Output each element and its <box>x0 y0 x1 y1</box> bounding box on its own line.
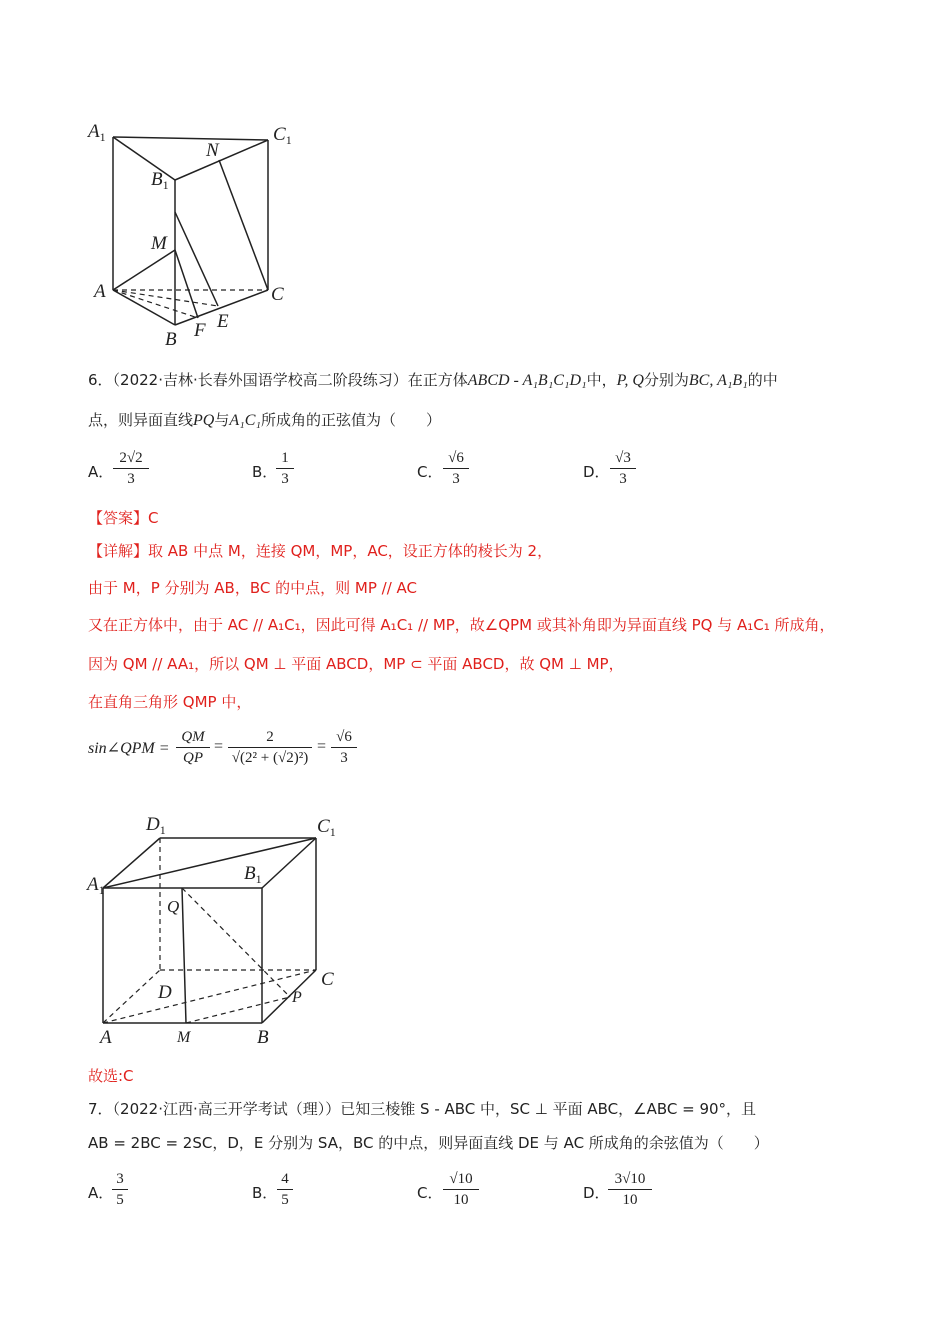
q6-option-b-label: B． <box>252 463 278 481</box>
cube-hidden-edges <box>103 838 316 1023</box>
q6-line2: 点，则异面直线PQ与A₁C₁所成角的正弦值为（ ） <box>88 411 441 429</box>
label-M: M <box>151 233 167 254</box>
q7-option-d-value: 3√10 10 <box>608 1170 652 1209</box>
label-B1: $B_1$ <box>151 169 169 192</box>
q6-option-c-value: √6 3 <box>443 449 469 488</box>
q7-option-a-label: A． <box>88 1184 114 1202</box>
q7-option-c-value: √10 10 <box>443 1170 479 1209</box>
q6-detail-line2: 由于 M，P 分别为 AB，BC 的中点，则 MP // AC <box>88 579 417 597</box>
label-A1-cube: $A_1$ <box>87 874 105 897</box>
label-N: N <box>206 140 219 161</box>
label-P: P <box>292 989 302 1006</box>
label-B: B <box>165 329 177 350</box>
q6-option-b-value: 1 3 <box>276 449 294 488</box>
formula-fraction-3: √6 3 <box>331 728 357 767</box>
label-F: F <box>194 320 206 341</box>
q7-option-b-label: B． <box>252 1184 278 1202</box>
q6-detail-line1: 【详解】取 AB 中点 M，连接 QM，MP，AC，设正方体的棱长为 2， <box>88 542 553 560</box>
label-Q: Q <box>167 897 180 916</box>
formula-equals-1: = <box>214 738 224 755</box>
q7-option-c-label: C． <box>417 1184 443 1202</box>
q6-detail-line4: 因为 QM // AA₁，所以 QM ⊥ 平面 ABCD，MP ⊂ 平面 ABCD，故 QM ⊥ MP， <box>88 655 624 673</box>
q7-option-d-label: D． <box>583 1184 610 1202</box>
cube-edges <box>103 838 316 1023</box>
formula-fraction-2: 2 √(2² + (√2)²) <box>228 728 312 767</box>
label-M-cube: M <box>177 1029 191 1046</box>
label-D: D <box>158 982 172 1003</box>
q6-option-a-label: A． <box>88 463 114 481</box>
q6-conclusion: 故选:C <box>88 1067 134 1085</box>
q6-option-d-label: D． <box>583 463 610 481</box>
label-C: C <box>271 284 284 305</box>
q7-option-b-value: 4 5 <box>277 1170 293 1209</box>
label-B-cube: B <box>257 1027 269 1048</box>
q6-option-c-label: C． <box>417 463 443 481</box>
label-A1: $A_1$ <box>88 121 106 144</box>
label-B1-cube: $B_1$ <box>244 863 262 886</box>
label-C1: $C_1$ <box>273 124 292 147</box>
label-D1: $D_1$ <box>146 814 166 837</box>
q6-option-a-value: 2√2 3 <box>113 449 149 488</box>
label-E: E <box>217 311 229 332</box>
formula-fraction-1: QM QP <box>176 728 210 767</box>
q6-detail-line5: 在直角三角形 QMP 中， <box>88 693 252 711</box>
label-A-cube: A <box>100 1027 112 1048</box>
q6-detail-line3: 又在正方体中，由于 AC // A₁C₁，因此可得 A₁C₁ // MP，故∠QPM 或其补角即为异面直线 PQ 与 A₁C₁ 所成角， <box>88 616 835 634</box>
formula-equals-2: = <box>317 738 327 755</box>
label-A: A <box>94 281 106 302</box>
formula-lhs: sin∠QPM = <box>88 740 170 757</box>
label-C-cube: C <box>321 969 334 990</box>
q7-option-a-value: 3 5 <box>112 1170 128 1209</box>
q6-answer: 【答案】C <box>88 509 159 527</box>
q6-line1: 6．（2022·吉林·长春外国语学校高二阶段练习）在正方体ABCD - A₁B₁C₁D₁中，P, Q分别为BC, A₁B₁的中 <box>88 371 778 389</box>
q7-line2: AB = 2BC = 2SC，D，E 分别为 SA，BC 的中点，则异面直线 DE 与 AC 所成角的余弦值为（ ） <box>88 1134 769 1152</box>
label-C1-cube: $C_1$ <box>317 816 336 839</box>
q7-line1: 7．（2022·江西·高三开学考试（理））已知三棱锥 S - ABC 中，SC ⊥ 平面 ABC，∠ABC = 90°，且 <box>88 1100 757 1118</box>
q6-option-d-value: √3 3 <box>610 449 636 488</box>
